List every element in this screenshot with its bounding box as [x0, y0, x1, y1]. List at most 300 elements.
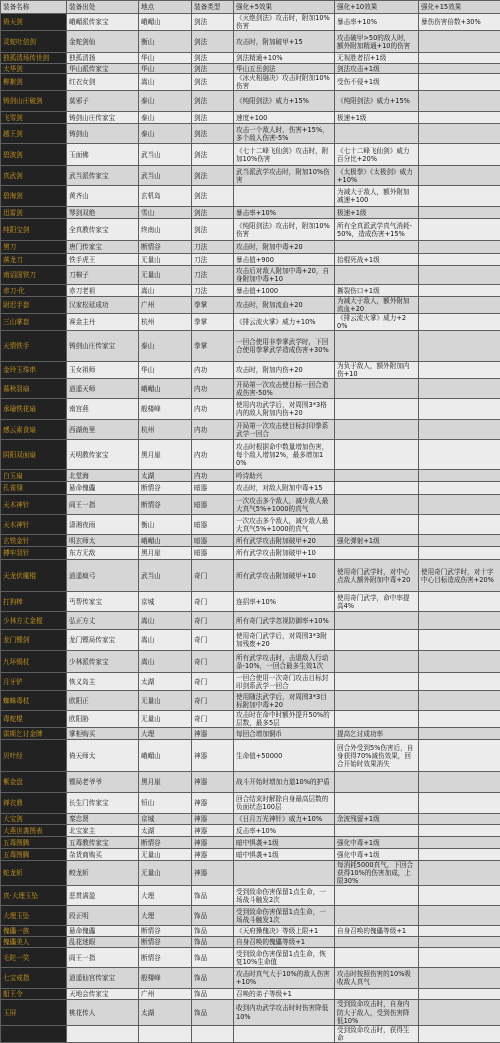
cell-type: 内功	[192, 470, 234, 482]
cell-name: 天龙伏魔棍	[1, 560, 67, 592]
cell-type: 奇门	[192, 612, 234, 630]
cell-plus10: 为减大于敌人，额外附加减速+100	[335, 186, 419, 207]
cell-location: 大理	[139, 728, 192, 740]
cell-type: 奇门	[192, 560, 234, 592]
table-row	[1, 64, 500, 74]
cell-type: 奇门	[192, 711, 234, 728]
table-row	[1, 740, 500, 772]
cell-plus5: 攻击后对敌人附加中毒+20，自身附加中毒+10	[234, 266, 335, 285]
cell-type: 神器	[192, 861, 234, 886]
cell-plus15	[419, 399, 500, 420]
cell-location: 嵩山	[139, 74, 192, 91]
cell-source: 逍遥天师	[67, 379, 139, 399]
cell-location: 泰山	[139, 331, 192, 362]
cell-plus5: 暴击率+10%	[234, 207, 335, 219]
cell-type: 剑法	[192, 53, 234, 64]
header-plus5: 强化+5效果	[234, 1, 335, 14]
header-plus15: 强化+15效果	[419, 1, 500, 14]
cell-type: 拳掌	[192, 297, 234, 314]
cell-location: 泰山	[139, 91, 192, 112]
cell-plus15	[419, 285, 500, 297]
cell-type: 剑法	[192, 112, 234, 124]
cell-location: 黑月崖	[139, 440, 192, 470]
cell-location: 京城	[139, 592, 192, 612]
table-row	[1, 592, 500, 612]
cell-plus5: 剑法精通+10%	[234, 53, 335, 64]
cell-plus15	[419, 906, 500, 926]
cell-source: 丐帮传家宝	[67, 592, 139, 612]
cell-type: 奇门	[192, 630, 234, 651]
cell-type: 神器	[192, 814, 234, 825]
cell-type: 剑法	[192, 74, 234, 91]
cell-source: 华山派传家宝	[67, 64, 139, 74]
table-row	[1, 219, 500, 241]
cell-plus15	[419, 886, 500, 906]
cell-plus15	[419, 592, 500, 612]
cell-plus10	[335, 651, 419, 673]
cell-name: 船王令	[1, 989, 67, 1000]
cell-type: 暗器	[192, 535, 234, 547]
cell-location: 峨嵋山	[139, 535, 192, 547]
cell-source: 玉女祖师	[67, 362, 139, 379]
table-row	[1, 470, 500, 482]
cell-plus5: 使用奇门武学后，对周围3*3附加残废+20	[234, 630, 335, 651]
cell-location: 嵩山	[139, 651, 192, 673]
cell-name: 承瑜铁花扇	[1, 399, 67, 420]
cell-plus10: 极速+1级	[335, 112, 419, 124]
table-row	[1, 241, 500, 254]
table-row	[1, 728, 500, 740]
table-row	[1, 849, 500, 861]
cell-plus5: 攻击时，附加中毒+20	[234, 241, 335, 254]
cell-name: 尉迟手套	[1, 297, 67, 314]
cell-type: 刀法	[192, 254, 234, 266]
cell-location: 玄机岛	[139, 186, 192, 207]
cell-source: 金蛇剑仙	[67, 31, 139, 53]
header-type: 装备类型	[192, 1, 234, 14]
cell-name	[1, 1025, 67, 1042]
cell-plus5: 战斗开始时增加力道10%的护盾	[234, 772, 335, 793]
cell-location: 京城	[139, 814, 192, 825]
cell-source: 刀棉子	[67, 266, 139, 285]
cell-name: 独孤清场传世剑	[1, 53, 67, 64]
table-row	[1, 440, 500, 470]
cell-plus10: 极速+1级	[335, 207, 419, 219]
cell-source: 玉面佛	[67, 144, 139, 166]
table-row	[1, 331, 500, 362]
cell-name: 搏牢羽针	[1, 547, 67, 560]
cell-name: 落龙刀	[1, 254, 67, 266]
cell-plus5: 攻击时，附加内伤+20	[234, 362, 335, 379]
cell-plus10	[335, 331, 419, 362]
cell-name: 灵蛇吐信剑	[1, 31, 67, 53]
cell-plus15	[419, 91, 500, 112]
cell-plus15	[419, 937, 500, 948]
cell-plus10: 《排云流火掌》威力+20%	[335, 314, 419, 331]
cell-name: 五毒图腾	[1, 849, 67, 861]
table-row	[1, 968, 500, 989]
cell-plus5	[234, 861, 335, 886]
cell-type: 神器	[192, 740, 234, 772]
cell-location: 无量山	[139, 849, 192, 861]
cell-type	[192, 1025, 234, 1042]
cell-name: 毛陀一笑	[1, 948, 67, 968]
cell-plus10	[335, 612, 419, 630]
cell-plus10: 强化中毒+1级	[335, 849, 419, 861]
cell-name: 月牙铲	[1, 673, 67, 691]
header-plus10: 强化+10效果	[335, 1, 419, 14]
cell-plus5: 使用内功武学后，对周围3*3格内的敌人附加内伤+20	[234, 399, 335, 420]
cell-plus10: 所有全真派武学真气消耗-50%，造成伤害+15%	[335, 219, 419, 241]
cell-plus5: 召唤的弟子等级+1	[234, 989, 335, 1000]
cell-plus15	[419, 495, 500, 515]
cell-location: 广州	[139, 297, 192, 314]
cell-plus5: 攻击时真气大于10%的敌人伤害+10%	[234, 968, 335, 989]
cell-plus15	[419, 64, 500, 74]
table-row	[1, 91, 500, 112]
cell-plus5: 攻击时在命中时额外提升50%的层数，最多5层	[234, 711, 335, 728]
table-row	[1, 515, 500, 535]
cell-name: 碧波剑	[1, 144, 67, 166]
cell-plus10: 受到致命攻击时，获得生命	[335, 1025, 419, 1042]
cell-name: 玄铁金针	[1, 535, 67, 547]
cell-plus15	[419, 124, 500, 144]
cell-name: 纯阳宝剑	[1, 219, 67, 241]
cell-plus5: 攻击时，对敌人附加中毒+15	[234, 482, 335, 495]
cell-plus15	[419, 266, 500, 285]
cell-type: 剑法	[192, 186, 234, 207]
cell-name: 碧海剑	[1, 186, 67, 207]
cell-plus15	[419, 547, 500, 560]
cell-plus10	[335, 420, 419, 440]
cell-name: 白玉扇	[1, 470, 67, 482]
cell-type: 暗器	[192, 515, 234, 535]
cell-source: 欧阳正	[67, 691, 139, 711]
cell-type: 暗器	[192, 495, 234, 515]
cell-plus10	[335, 630, 419, 651]
cell-plus15	[419, 379, 500, 399]
cell-location: 断情谷	[139, 241, 192, 254]
cell-plus10	[335, 772, 419, 793]
table-row	[1, 711, 500, 728]
cell-plus5: 连招率+10%	[234, 592, 335, 612]
table-row	[1, 691, 500, 711]
cell-location: 华山	[139, 64, 192, 74]
cell-type: 拳掌	[192, 331, 234, 362]
cell-source: 龙门镖局传家宝	[67, 630, 139, 651]
cell-source: 倚天师太	[67, 740, 139, 772]
table-row	[1, 1025, 500, 1042]
table-row	[1, 630, 500, 651]
cell-name: 倚天剑	[1, 14, 67, 31]
cell-source: 掌柜购买	[67, 728, 139, 740]
cell-location: 泰山	[139, 112, 192, 124]
cell-source: 武当派传家宝	[67, 166, 139, 186]
cell-plus5: 受到致命伤害保留1点生命，恢复10%生命值	[234, 948, 335, 968]
cell-plus5: 自身召唤的傀儡等级+1	[234, 937, 335, 948]
cell-plus5: 《排云流火掌》威力+10%	[234, 314, 335, 331]
cell-type: 内功	[192, 399, 234, 420]
cell-source: 阎王一指	[67, 495, 139, 515]
cell-plus5: 暗中惧袭+1级	[234, 837, 335, 849]
cell-type: 剑法	[192, 166, 234, 186]
cell-plus15	[419, 470, 500, 482]
cell-plus15	[419, 793, 500, 814]
cell-plus10	[335, 266, 419, 285]
cell-source: 少林派传家宝	[67, 651, 139, 673]
cell-plus10: 强化中毒+1级	[335, 837, 419, 849]
cell-plus5: 受到致命伤害保留1点生命，一场战斗触发1次	[234, 906, 335, 926]
cell-type: 神器	[192, 849, 234, 861]
table-row	[1, 420, 500, 440]
cell-plus15	[419, 989, 500, 1000]
cell-plus15	[419, 440, 500, 470]
cell-location: 断情谷	[139, 495, 192, 515]
cell-source	[67, 1025, 139, 1042]
cell-plus5: 《日月万光神针》威力+10%	[234, 814, 335, 825]
cell-plus15	[419, 612, 500, 630]
cell-plus5: 所有武学攻击附加破甲+20	[234, 535, 335, 547]
table-row	[1, 772, 500, 793]
cell-plus5: 所有武学攻击时，击退敌人行动条-10%，一回合最多生效1次	[234, 651, 335, 673]
cell-plus15	[419, 691, 500, 711]
cell-source: 长生门传家宝	[67, 793, 139, 814]
cell-plus10	[335, 825, 419, 837]
cell-name: 毒蛇棍	[1, 711, 67, 728]
table-row	[1, 207, 500, 219]
cell-location: 华山	[139, 53, 192, 64]
cell-type: 内功	[192, 420, 234, 440]
table-row	[1, 825, 500, 837]
cell-name: 柳絮剑	[1, 74, 67, 91]
cell-plus10	[335, 711, 419, 728]
cell-name: 打狗棒	[1, 592, 67, 612]
cell-plus10	[335, 906, 419, 926]
cell-source: 北堂海	[67, 470, 139, 482]
table-row	[1, 14, 500, 31]
cell-plus5: 暴击值+900	[234, 254, 335, 266]
table-row	[1, 651, 500, 673]
cell-name: 三山掌套	[1, 314, 67, 331]
cell-plus5: 《天府操傀决》等级上限+1	[234, 926, 335, 937]
cell-plus10: 受到致命攻击时，自身内防大于敌人，受到伤害降低10%	[335, 1000, 419, 1025]
cell-plus5: 《纯阳剑法》攻击时，附加10%伤害	[234, 219, 335, 241]
cell-type: 剑法	[192, 14, 234, 31]
cell-source: 鲛龙斩	[67, 861, 139, 886]
cell-plus5	[234, 186, 335, 207]
cell-location: 太湖	[139, 1000, 192, 1025]
header-source: 装备出处	[67, 1, 139, 14]
cell-name: 迅雷剑	[1, 207, 67, 219]
cell-plus15: 暴伤伤害倍数+30%	[419, 14, 500, 31]
cell-plus15: 使用奇门武学时，对十字中心目标造成伤害+20%	[419, 560, 500, 592]
cell-location: 峨嵋山	[139, 14, 192, 31]
cell-location: 无量山	[139, 254, 192, 266]
cell-location: 大理	[139, 906, 192, 926]
cell-plus10	[335, 937, 419, 948]
cell-plus10	[335, 691, 419, 711]
table-row	[1, 314, 500, 331]
cell-plus5: 一次攻击多个敌人，减少敌人最大真气5%+1000的真气	[234, 515, 335, 535]
cell-plus5: 华山五岳剑法	[234, 64, 335, 74]
cell-name: 天木神针	[1, 495, 67, 515]
cell-location: 嵩山	[139, 285, 192, 297]
cell-plus5: 每回合增加铜币	[234, 728, 335, 740]
cell-name: 赤刀·化	[1, 285, 67, 297]
cell-type: 饰品	[192, 968, 234, 989]
cell-plus15	[419, 420, 500, 440]
cell-type: 剑法	[192, 144, 234, 166]
cell-name: 雷斯乞讨金牌	[1, 728, 67, 740]
cell-source: 独孤清扬	[67, 53, 139, 64]
cell-plus10	[335, 495, 419, 515]
table-body	[1, 1, 500, 1043]
cell-location: 断情谷	[139, 948, 192, 968]
table-row	[1, 53, 500, 64]
cell-plus10: 每消耗5000真气，下回合获得10%的伤害加成，上限30%	[335, 861, 419, 886]
cell-location: 黑月崖	[139, 772, 192, 793]
cell-plus5: 《纯阳剑法》威力+15%	[234, 91, 335, 112]
cell-location: 衡山	[139, 31, 192, 53]
cell-location	[139, 1025, 192, 1042]
cell-plus10	[335, 379, 419, 399]
cell-type: 奇门	[192, 691, 234, 711]
cell-plus10: 使用奇门武学，命中率提高4%	[335, 592, 419, 612]
cell-type: 饰品	[192, 1000, 234, 1025]
cell-location: 恒山	[139, 793, 192, 814]
cell-source: 天明教传家宝	[67, 440, 139, 470]
header-row	[1, 1, 500, 14]
cell-plus5: 反击率+10%	[234, 825, 335, 837]
cell-name: 傀儡一族	[1, 926, 67, 937]
cell-plus10: 受伤不侵+1级	[335, 74, 419, 91]
cell-plus15	[419, 297, 500, 314]
cell-plus5: 攻击一个敌人时，伤害+15%，多个敌人伤害-5%	[234, 124, 335, 144]
cell-plus10: 回合外受到5%伤害后，自身获得70%减伤效果，回合开始时效果消失	[335, 740, 419, 772]
cell-type: 饰品	[192, 926, 234, 937]
cell-plus10	[335, 241, 419, 254]
cell-plus10: 余波残留+1级	[335, 814, 419, 825]
table-row	[1, 482, 500, 495]
cell-source: 黄齐山	[67, 186, 139, 207]
cell-plus5: 《七十二峰飞仙剑》攻击时，附加10%伤害	[234, 144, 335, 166]
cell-plus15	[419, 837, 500, 849]
cell-source: 赤刀老祖	[67, 285, 139, 297]
cell-source: 汉家松延成功	[67, 297, 139, 314]
cell-type: 剑法	[192, 207, 234, 219]
table-row	[1, 379, 500, 399]
cell-source: 铸剑山庄传家宝	[67, 331, 139, 362]
table-row	[1, 989, 500, 1000]
cell-type: 剑法	[192, 219, 234, 241]
cell-location: 无量山	[139, 266, 192, 285]
cell-name: 禅衣鼎	[1, 793, 67, 814]
cell-name: 越王剑	[1, 124, 67, 144]
cell-source: 峨嵋派传家宝	[67, 14, 139, 31]
table-row	[1, 861, 500, 886]
cell-location: 太湖	[139, 470, 192, 482]
header-name: 装备名称	[1, 1, 67, 14]
cell-source: 弘正方丈	[67, 612, 139, 630]
header-location: 地点	[139, 1, 192, 14]
cell-plus15	[419, 166, 500, 186]
cell-plus10	[335, 124, 419, 144]
cell-plus5: 速度+100	[234, 112, 335, 124]
cell-plus5: 一次攻击多个敌人，减少敌人最大真气5%+1000的真气	[234, 495, 335, 515]
cell-name: 五毒图腾	[1, 837, 67, 849]
cell-name: 傀儡美人	[1, 937, 67, 948]
cell-location: 般楼峰	[139, 968, 192, 989]
cell-type: 剑法	[192, 91, 234, 112]
cell-source: 明玄师太	[67, 535, 139, 547]
cell-type: 神器	[192, 728, 234, 740]
cell-plus10	[335, 515, 419, 535]
cell-location: 峨嵋山	[139, 740, 192, 772]
cell-type: 饰品	[192, 906, 234, 926]
cell-plus10	[335, 673, 419, 691]
table-row	[1, 926, 500, 937]
table-row	[1, 906, 500, 926]
cell-source: 欧阳胁	[67, 711, 139, 728]
cell-plus10: 自身召唤的傀儡等级+1	[335, 926, 419, 937]
cell-name: 七宝戒指	[1, 968, 67, 989]
table-row	[1, 254, 500, 266]
cell-plus5: 所有奇门武学忽视防御率+10%	[234, 612, 335, 630]
cell-name: 感云素食扇	[1, 420, 67, 440]
table-row	[1, 1000, 500, 1025]
cell-plus5: 《冰火相融决》攻击时附加10%伤害	[234, 74, 335, 91]
cell-location: 终南山	[139, 219, 192, 241]
cell-plus5: 受到致命伤害保留1点生命，一场战斗触发2次	[234, 886, 335, 906]
cell-location: 无量山	[139, 861, 192, 886]
cell-type: 刀法	[192, 285, 234, 297]
cell-plus5: 开局第一次攻击使目标一回合造成伤害-50%	[234, 379, 335, 399]
table-row	[1, 535, 500, 547]
cell-plus10: 强化弹射+1级	[335, 535, 419, 547]
cell-type: 神器	[192, 837, 234, 849]
cell-plus5: 暴击值+1000	[234, 285, 335, 297]
cell-name: 大理玉坠	[1, 906, 67, 926]
cell-plus15	[419, 651, 500, 673]
cell-source: 北宝家主	[67, 825, 139, 837]
cell-name: 铸剑山庄破剑	[1, 91, 67, 112]
cell-plus15	[419, 31, 500, 53]
table-row	[1, 814, 500, 825]
cell-location: 般楼峰	[139, 399, 192, 420]
cell-location: 峨嵋山	[139, 379, 192, 399]
cell-plus5: 攻击时，附加流血+20	[234, 297, 335, 314]
cell-type: 刀法	[192, 241, 234, 254]
cell-source: 全真教传家宝	[67, 219, 139, 241]
cell-plus15	[419, 207, 500, 219]
cell-plus5: 《灭绝剑法》攻击时，附加10%伤害	[234, 14, 335, 31]
cell-name: 黑刀	[1, 241, 67, 254]
table-row	[1, 144, 500, 166]
cell-source: 杂货商购买	[67, 849, 139, 861]
table-row	[1, 124, 500, 144]
cell-plus15	[419, 314, 500, 331]
cell-type: 剑法	[192, 31, 234, 53]
cell-type: 饰品	[192, 989, 234, 1000]
cell-name: 紫金盘	[1, 772, 67, 793]
cell-location: 大理	[139, 886, 192, 906]
cell-type: 奇门	[192, 651, 234, 673]
table-row	[1, 560, 500, 592]
cell-plus10: 为减大于敌人，额外附加流血+20	[335, 297, 419, 314]
cell-source: 桃花传人	[67, 1000, 139, 1025]
cell-source: 段正明	[67, 906, 139, 926]
cell-plus10	[335, 989, 419, 1000]
